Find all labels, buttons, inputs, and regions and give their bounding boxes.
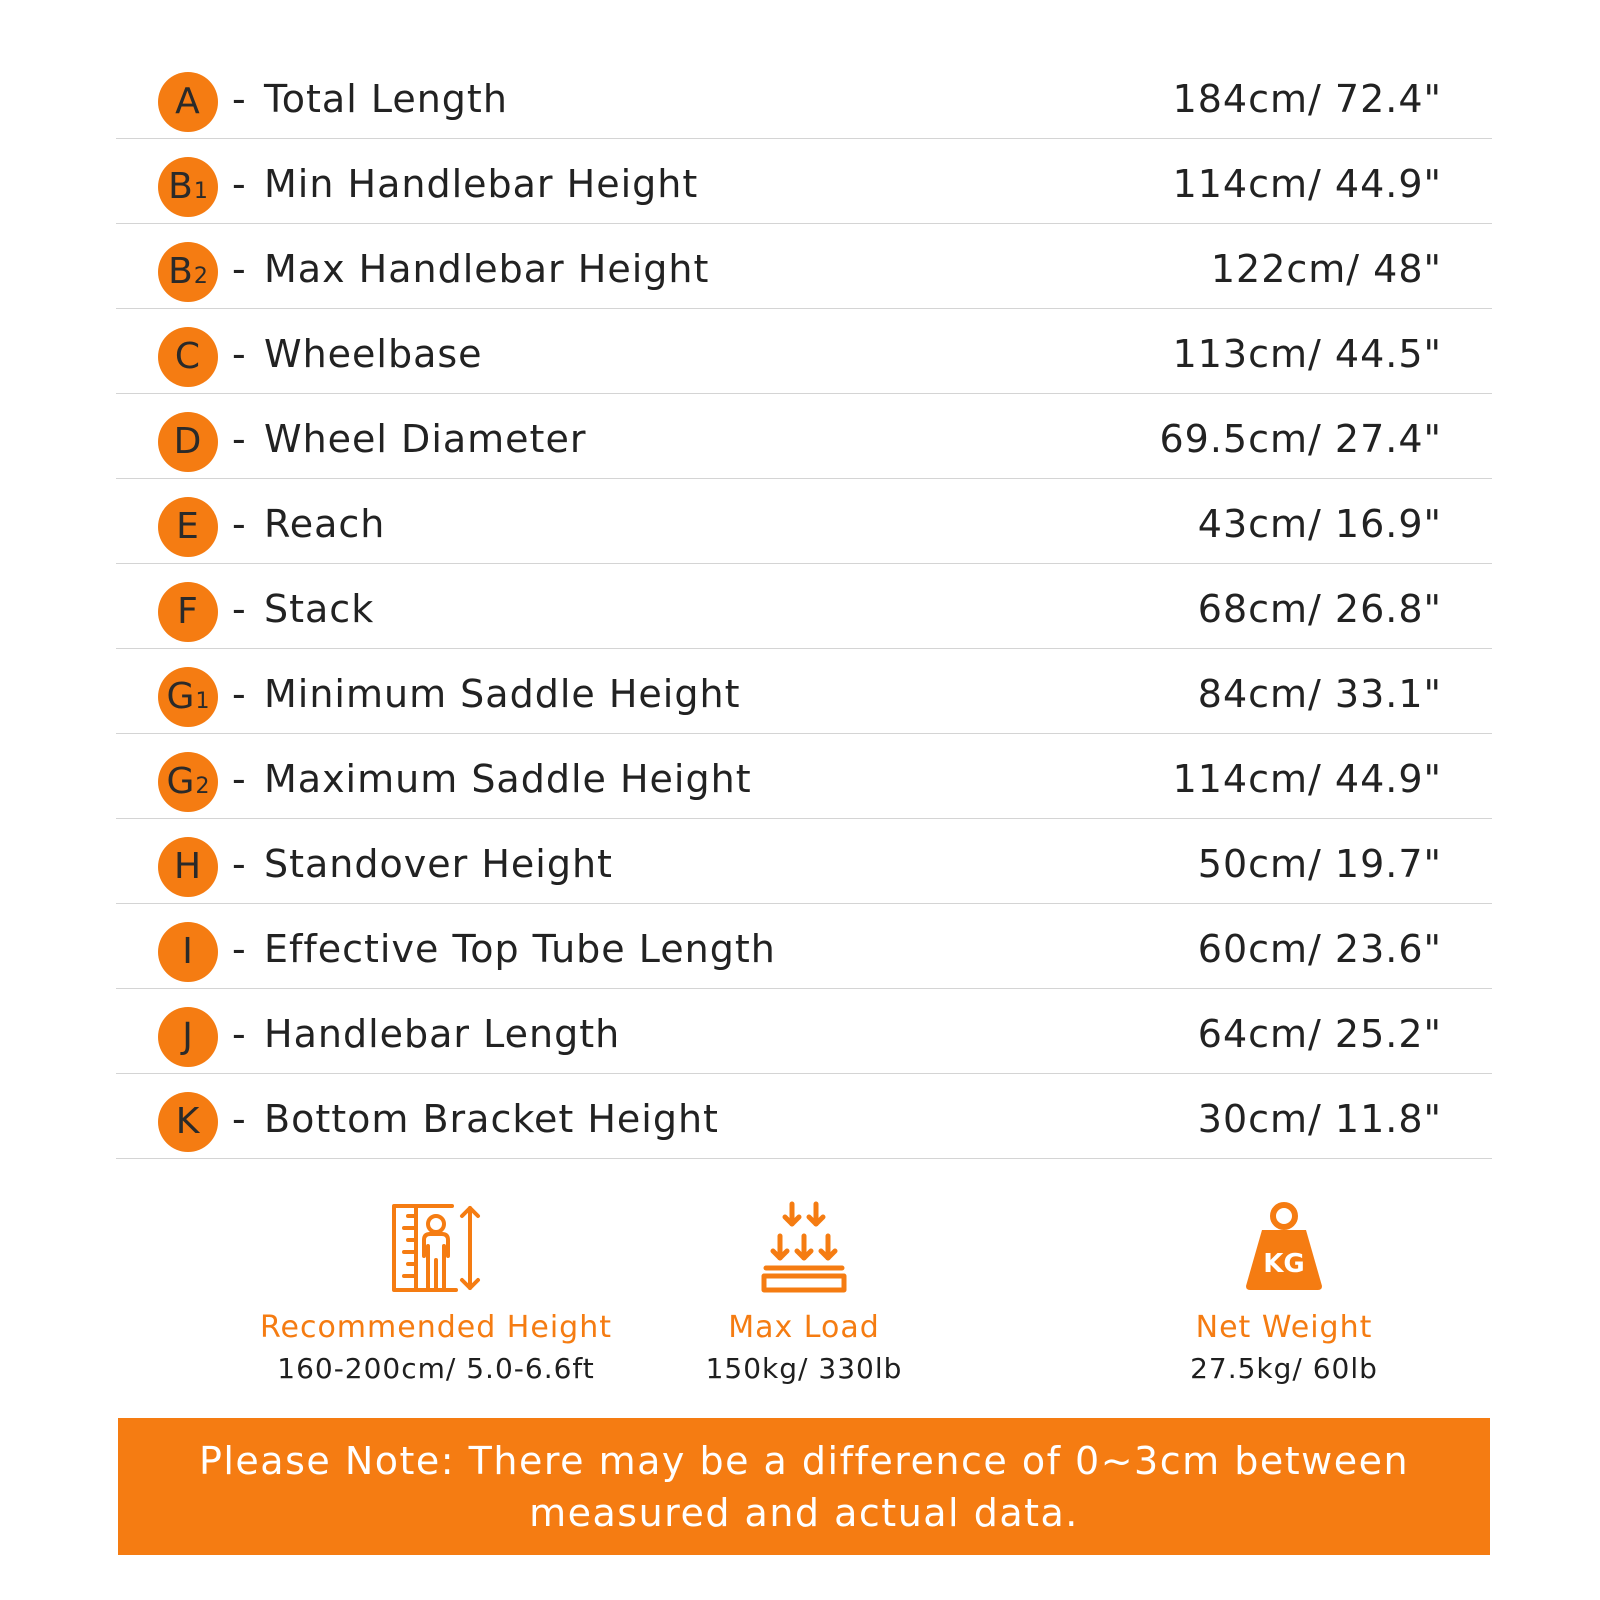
spec-value: 114cm/ 44.9" <box>1172 757 1442 801</box>
spec-label: Wheelbase <box>264 332 483 376</box>
spec-row-k <box>116 1074 1492 1159</box>
stat-value: 150kg/ 330lb <box>705 1352 903 1385</box>
spec-row-j <box>116 989 1492 1074</box>
separator: - <box>232 77 246 121</box>
badge-c: C <box>158 327 218 387</box>
badge-i: I <box>158 922 218 982</box>
spec-value: 43cm/ 16.9" <box>1197 502 1442 546</box>
spec-label: Wheel Diameter <box>264 417 587 461</box>
spec-value: 64cm/ 25.2" <box>1197 1012 1442 1056</box>
spec-row-h <box>116 819 1492 904</box>
stat-max-load <box>604 1200 1004 1386</box>
spec-value: 50cm/ 19.7" <box>1197 842 1442 886</box>
stat-recommended-height <box>236 1200 636 1386</box>
separator: - <box>232 587 246 631</box>
spec-value: 122cm/ 48" <box>1210 247 1442 291</box>
max-load-icon <box>754 1200 854 1296</box>
spec-label: Total Length <box>264 77 508 121</box>
separator: - <box>232 672 246 716</box>
spec-value: 184cm/ 72.4" <box>1172 77 1442 121</box>
badge-f: F <box>158 582 218 642</box>
stat-title: Max Load <box>728 1310 880 1345</box>
stat-value: 160-200cm/ 5.0-6.6ft <box>277 1352 595 1385</box>
separator: - <box>232 757 246 801</box>
separator: - <box>232 332 246 376</box>
badge-b2: B 2 <box>158 242 218 302</box>
spec-label: Max Handlebar Height <box>264 247 710 291</box>
separator: - <box>232 927 246 971</box>
spec-label: Maximum Saddle Height <box>264 757 752 801</box>
separator: - <box>232 247 246 291</box>
spec-label: Minimum Saddle Height <box>264 672 741 716</box>
separator: - <box>232 417 246 461</box>
spec-row-b2 <box>116 224 1492 309</box>
spec-row-c <box>116 309 1492 394</box>
spec-label: Effective Top Tube Length <box>264 927 776 971</box>
spec-row-d <box>116 394 1492 479</box>
stats-row <box>116 1200 1492 1385</box>
badge-g1: G 1 <box>158 667 218 727</box>
spec-label: Standover Height <box>264 842 613 886</box>
note-banner: Please Note: There may be a difference of 0~3cm between measured and actual data. <box>118 1418 1490 1555</box>
spec-row-b1 <box>116 139 1492 224</box>
badge-a: A <box>158 72 218 132</box>
weight-kg-icon-text: KG <box>1263 1249 1305 1279</box>
badge-j: J <box>158 1007 218 1067</box>
spec-label: Reach <box>264 502 386 546</box>
badge-k: K <box>158 1092 218 1152</box>
badge-d: D <box>158 412 218 472</box>
spec-value: 60cm/ 23.6" <box>1197 927 1442 971</box>
stat-net-weight <box>1084 1200 1484 1386</box>
separator: - <box>232 162 246 206</box>
stat-title: Recommended Height <box>260 1310 612 1345</box>
separator: - <box>232 1012 246 1056</box>
spec-row-g1 <box>116 649 1492 734</box>
spec-table <box>116 54 1492 1159</box>
spec-value: 114cm/ 44.9" <box>1172 162 1442 206</box>
spec-label: Bottom Bracket Height <box>264 1097 719 1141</box>
spec-row-g2 <box>116 734 1492 819</box>
separator: - <box>232 842 246 886</box>
badge-h: H <box>158 837 218 897</box>
spec-value: 84cm/ 33.1" <box>1197 672 1442 716</box>
spec-value: 68cm/ 26.8" <box>1197 587 1442 631</box>
spec-label: Handlebar Length <box>264 1012 621 1056</box>
spec-row-i <box>116 904 1492 989</box>
spec-label: Min Handlebar Height <box>264 162 699 206</box>
spec-row-f <box>116 564 1492 649</box>
spec-value: 69.5cm/ 27.4" <box>1159 417 1442 461</box>
stat-title: Net Weight <box>1195 1310 1373 1345</box>
spec-value: 113cm/ 44.5" <box>1172 332 1442 376</box>
height-measure-icon <box>386 1200 486 1296</box>
badge-b1: B 1 <box>158 157 218 217</box>
spec-row-a <box>116 54 1492 139</box>
spec-value: 30cm/ 11.8" <box>1197 1097 1442 1141</box>
separator: - <box>232 502 246 546</box>
weight-kg-icon <box>1234 1200 1334 1296</box>
spec-label: Stack <box>264 587 375 631</box>
spec-row-e <box>116 479 1492 564</box>
stat-value: 27.5kg/ 60lb <box>1190 1352 1378 1385</box>
badge-g2: G 2 <box>158 752 218 812</box>
badge-e: E <box>158 497 218 557</box>
separator: - <box>232 1097 246 1141</box>
